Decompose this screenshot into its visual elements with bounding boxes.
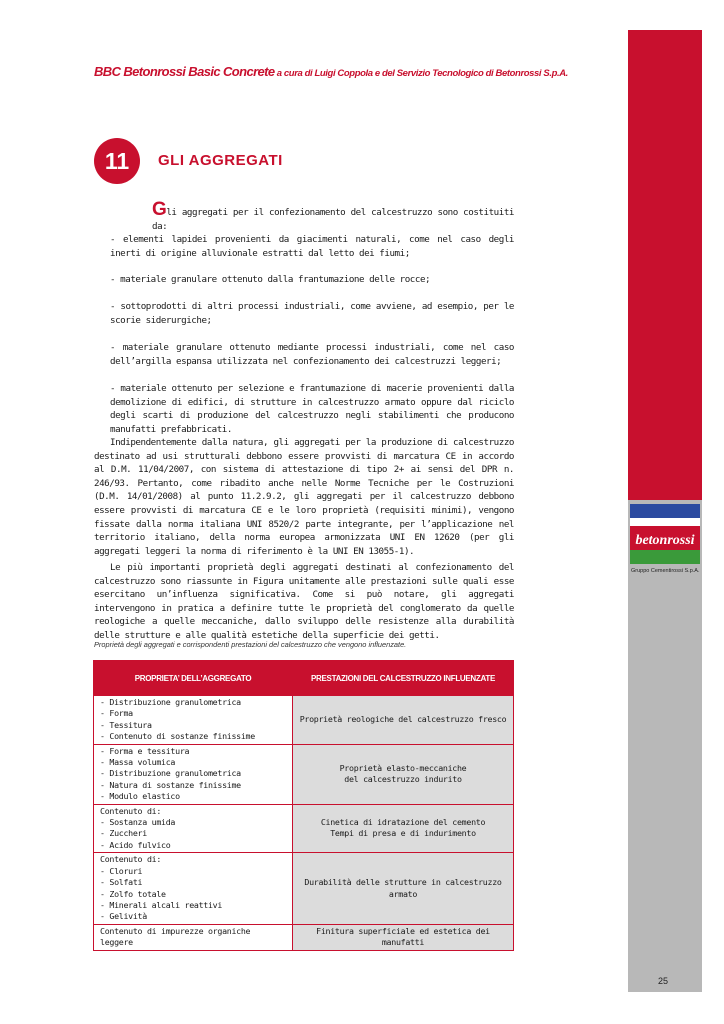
performance-line: Durabilità delle strutture in calcestruzzo armato [304, 877, 502, 899]
table-caption: Proprietà degli aggregati e corrispondenti prestazioni del calcestruzzo che vengono influenzate. [94, 640, 407, 649]
table-row [94, 744, 514, 804]
list-item: - materiale granulare ottenuto dalla frantumazione delle rocce; [110, 274, 431, 285]
logo-wordmark: betonrossi [635, 533, 695, 548]
concrete-performance-cell [293, 924, 514, 950]
property-line: - Natura di sostanze finissime [100, 779, 241, 790]
property-line: - Modulo elastico [100, 791, 180, 802]
sidebar-red-band [628, 30, 702, 500]
property-line: - Cloruri [100, 865, 143, 876]
property-line: - Zuccheri [100, 828, 147, 839]
performance-line: Finitura superficiale ed estetica dei manufatti [316, 925, 490, 948]
property-line: - Forma e tessitura [100, 745, 190, 756]
list-item: - materiale ottenuto per selezione e frantumazione di macerie provenienti dalla demolizione di edifici, di strutture in calcestruzzo armato oppure dal riciclo degli scarti di produzione del calcestruzzo negli stabilimenti che producono manufatti prefabbricati. [110, 383, 514, 435]
table-row [94, 804, 514, 853]
sidebar [628, 30, 702, 992]
property-line: - Zolfo totale [100, 888, 166, 899]
property-line: Contenuto di: [100, 805, 162, 816]
aggregate-property-cell [94, 924, 293, 950]
table-header-row [94, 661, 514, 696]
intro-paragraph [152, 199, 514, 233]
property-line: - Sostanza umida [100, 817, 176, 828]
performance-line: Tempi di presa e di indurimento [330, 828, 476, 839]
performance-line: Proprietà elasto-meccaniche [339, 762, 467, 773]
property-line: - Gelività [100, 911, 147, 922]
table-row [94, 924, 514, 950]
body-paragraph: Le più importanti proprietà degli aggregati destinati al confezionamento del calcestruzzo sono riassunte in Figura unitamente alle prestazioni sulle quali esse esercitano un’influenza significativa. Come si può notare, gli aggregati intervengono in pratica a definire tutte le proprietà del conglomerato da quelle reologiche a quelle meccaniche, dallo sviluppo delle resistenze alla durabilità delle strutture e alle qualità estetiche della superficie dei getti. [94, 562, 514, 641]
aggregate-property-cell [94, 853, 293, 924]
property-line: - Distribuzione granulometrica [100, 768, 241, 779]
header-subtitle: a cura di Luigi Coppola e del Servizio Tecnologico di Betonrossi S.p.A. [274, 68, 568, 79]
body-paragraph: Indipendentemente dalla natura, gli aggregati per la produzione di calcestruzzo destinato ad usi strutturali debbono essere provvisti di marcatura CE in accordo al D.M. 11/04/2007, con sistema di attestazione di tipo 2+ ai sensi del DPR n. 246/93. Pertanto, come ribadito anche nelle Norme Tecniche per le Costruzioni (D.M. 14/01/2008) al punto 11.2.9.2, gli aggregati per il calcestruzzo debbono essere provvisti di marcatura CE e le loro proprietà (requisiti minimi), vengono fissate dalla norma italiana UNI 8520/2 parte integrante, per l’applicazione nel territorio italiano, della norma europea armonizzata UNI EN 12620 (per gli aggregati leggeri la norma di riferimento è la UNI EN 13055-1). [94, 437, 514, 557]
header-aggregate-property: PROPRIETA’ DELL’AGGREGATO [94, 661, 293, 696]
chapter-title: GLI AGGREGATI [158, 152, 283, 169]
property-line: - Solfati [100, 877, 143, 888]
concrete-performance-cell [293, 744, 514, 804]
running-header [94, 63, 568, 81]
property-line: - Acido fulvico [100, 839, 171, 850]
properties-table [93, 660, 514, 951]
header-concrete-performance: PRESTAZIONI DEL CALCESTRUZZO INFLUENZATE [293, 661, 514, 696]
performance-line: del calcestruzzo indurito [344, 774, 462, 785]
list-item: - sottoprodotti di altri processi industriali, come avviene, ad esempio, per le scorie siderurgiche; [110, 301, 514, 326]
aggregate-property-cell [94, 696, 293, 745]
table-row [94, 853, 514, 924]
intro-text: li aggregati per il confezionamento del calcestruzzo sono costituiti da: [152, 207, 514, 232]
header-brand: BBC Betonrossi Basic Concrete [94, 64, 275, 79]
logo-caption: Gruppo Cementirossi S.p.A. [631, 568, 700, 574]
list-item: - materiale granulare ottenuto mediante processi industriali, come nel caso dell’argilla espansa utilizzata nel confezionamento dei calcestruzzi leggeri; [110, 342, 514, 367]
property-line: Contenuto di: [100, 854, 162, 865]
table-row [94, 696, 514, 745]
property-line: - Tessitura [100, 719, 152, 730]
performance-line: Proprietà reologiche del calcestruzzo fresco [299, 714, 507, 725]
concrete-performance-cell [293, 853, 514, 924]
property-line: - Minerali alcali reattivi [100, 899, 223, 910]
property-line: - Massa volumica [100, 757, 176, 768]
list-item: - elementi lapidei provenienti da giacimenti naturali, come nel caso degli inerti di origine alluvionale estratti dal letto dei fiumi; [110, 234, 514, 259]
property-line: - Contenuto di sostanze finissime [100, 731, 255, 742]
drop-cap: G [152, 199, 167, 220]
chapter-number-badge: 11 [94, 138, 140, 184]
aggregate-property-cell [94, 744, 293, 804]
concrete-performance-cell [293, 804, 514, 853]
betonrossi-logo [630, 504, 700, 564]
aggregate-property-cell [94, 804, 293, 853]
concrete-performance-cell [293, 696, 514, 745]
performance-line: Cinetica di idratazione del cemento [320, 817, 486, 828]
property-line: - Forma [100, 708, 133, 719]
page-number: 25 [658, 976, 669, 986]
property-line: - Distribuzione granulometrica [100, 697, 241, 707]
property-line: Contenuto di impurezze organiche leggere [100, 925, 251, 948]
